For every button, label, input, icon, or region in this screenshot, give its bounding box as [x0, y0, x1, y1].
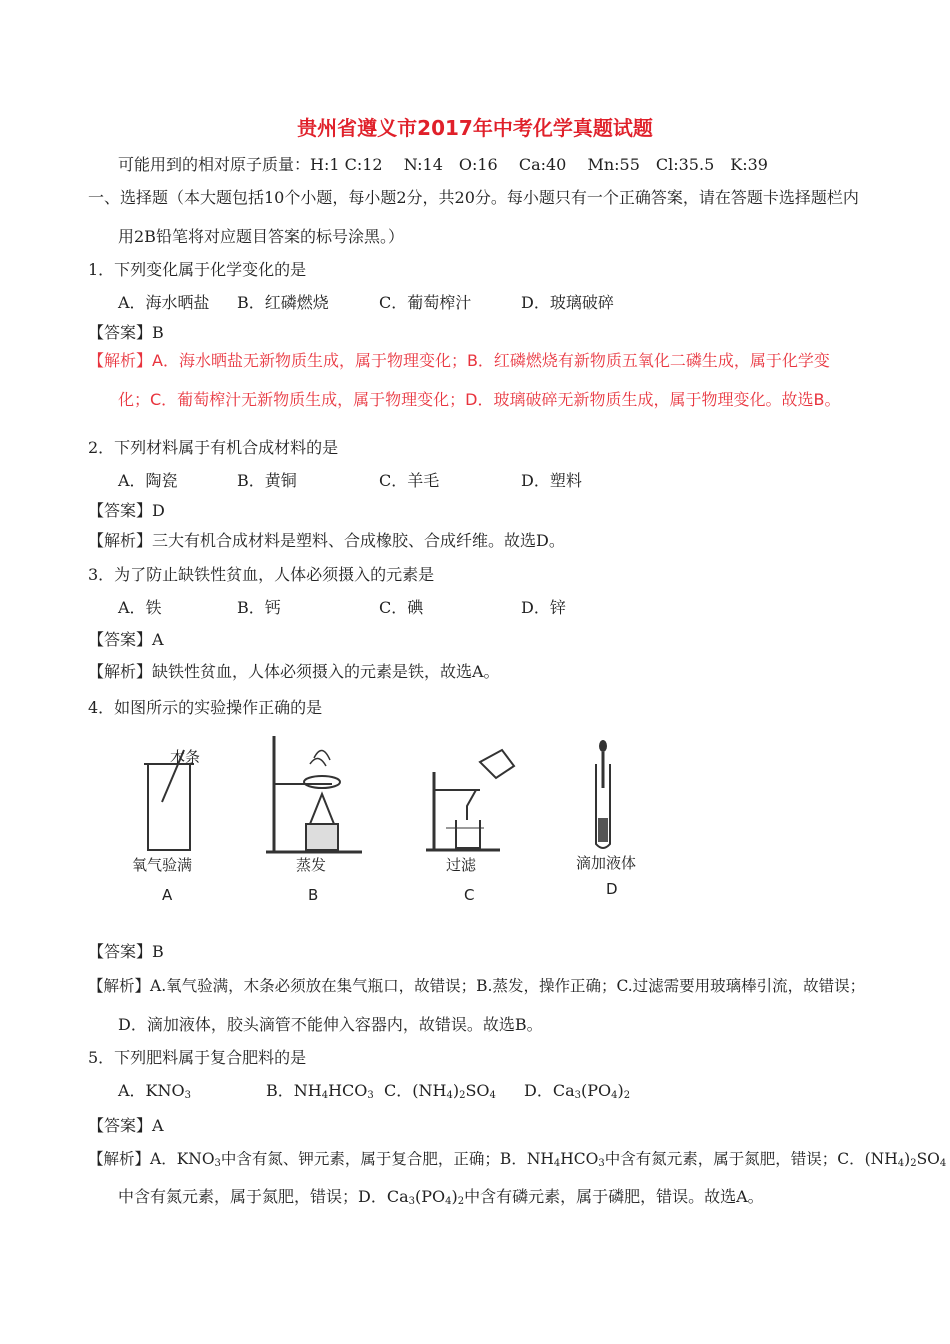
- q4-analysis-line2: D．滴加液体，胶头滴管不能伸入容器内，故错误。故选B。: [118, 1015, 543, 1034]
- q3-option-b: B．钙: [237, 598, 281, 617]
- q3-analysis: 【解析】缺铁性贫血，人体必须摄入的元素是铁，故选A。: [88, 662, 500, 681]
- figure-c-label: 过滤: [446, 856, 477, 874]
- q5-analysis-line1: 【解析】A．$KNO_3$中含有氮、钾元素，属于复合肥，正确；B．$NH_4HCO_3$中含有氮元素，属于氮肥，错误；C．$(NH_4)_2SO_4$: [88, 1150, 947, 1169]
- figure-d-letter: D: [606, 880, 618, 898]
- q3-option-a: A．铁: [118, 598, 162, 617]
- dropper-diagram: [570, 732, 670, 856]
- q1-stem: 1．下列变化属于化学变化的是: [88, 260, 307, 279]
- q4-stem: 4．如图所示的实验操作正确的是: [88, 698, 323, 717]
- q3-option-d: D．锌: [521, 598, 566, 617]
- figure-a-oxygen-test: [118, 732, 248, 912]
- q4-answer: 【答案】B: [88, 942, 164, 961]
- evaporation-diagram: [262, 732, 372, 856]
- q3-stem: 3．为了防止缺铁性贫血，人体必须摄入的元素是: [88, 565, 435, 584]
- q1-analysis-line1: 【解析】A．海水晒盐无新物质生成，属于物理变化；B．红磷燃烧有新物质五氧化二磷生成，属于化学变: [88, 351, 830, 370]
- q5-option-c: C．$(NH_4)_2SO_4$: [384, 1081, 496, 1101]
- figure-c-filtration: [420, 732, 530, 912]
- q5-option-b: B．$NH_4HCO_3$: [266, 1081, 374, 1101]
- figure-a-caption: 木条: [170, 748, 201, 766]
- figure-b-letter: B: [308, 886, 319, 904]
- figure-b-label: 蒸发: [296, 856, 327, 874]
- filtration-diagram: [420, 732, 530, 856]
- q2-stem: 2．下列材料属于有机合成材料的是: [88, 438, 339, 457]
- q1-analysis-line2: 化；C．葡萄榨汁无新物质生成，属于物理变化；D．玻璃破碎无新物质生成，属于物理变化。故选B。: [118, 390, 841, 409]
- figure-a-letter: A: [162, 886, 173, 904]
- page-title: 贵州省遵义市2017年中考化学真题试题: [297, 116, 653, 140]
- atomic-masses: 可能用到的相对原子质量：H:1 C:12 N:14 O:16 Ca:40 Mn:55 Cl:35.5 K:39: [118, 155, 768, 174]
- q4-analysis-line1: 【解析】A.氧气验满，木条必须放在集气瓶口，故错误；B.蒸发，操作正确；C.过滤需要用玻璃棒引流，故错误；: [88, 977, 866, 995]
- figure-c-letter: C: [464, 886, 475, 904]
- q5-answer: 【答案】A: [88, 1116, 164, 1135]
- q2-option-b: B．黄铜: [237, 471, 297, 490]
- q5-option-d: D．$Ca_3(PO_4)_2$: [524, 1081, 631, 1101]
- section-heading-line2: 用2B铅笔将对应题目答案的标号涂黑。）: [118, 227, 404, 246]
- q3-answer: 【答案】A: [88, 630, 164, 649]
- figure-d-label: 滴加液体: [576, 854, 637, 872]
- figure-b-evaporation: [262, 732, 372, 912]
- q3-option-c: C．碘: [379, 598, 424, 617]
- q5-analysis-line2: 中含有氮元素，属于氮肥，错误；D．$Ca_3(PO_4)_2$中含有磷元素，属于磷肥，错误。故选A。: [118, 1187, 764, 1207]
- q5-option-a: A．$KNO_3$: [118, 1081, 192, 1101]
- q2-option-c: C．羊毛: [379, 471, 440, 490]
- q1-answer: 【答案】B: [88, 323, 164, 342]
- q2-option-d: D．塑料: [521, 471, 582, 490]
- figure-d-dropper: [570, 732, 670, 912]
- section-heading-line1: 一、选择题（本大题包括10个小题，每小题2分，共20分。每小题只有一个正确答案，请在答题卡选择题栏内: [88, 188, 859, 207]
- q1-option-a: A．海水晒盐: [118, 293, 210, 312]
- q1-option-d: D．玻璃破碎: [521, 293, 614, 312]
- q1-option-c: C．葡萄榨汁: [379, 293, 472, 312]
- q2-answer: 【答案】D: [88, 501, 165, 520]
- q2-analysis: 【解析】三大有机合成材料是塑料、合成橡胶、合成纤维。故选D。: [88, 531, 565, 550]
- q5-stem: 5．下列肥料属于复合肥料的是: [88, 1048, 307, 1067]
- q2-option-a: A．陶瓷: [118, 471, 178, 490]
- figure-a-label: 氧气验满: [132, 856, 193, 874]
- q1-option-b: B．红磷燃烧: [237, 293, 329, 312]
